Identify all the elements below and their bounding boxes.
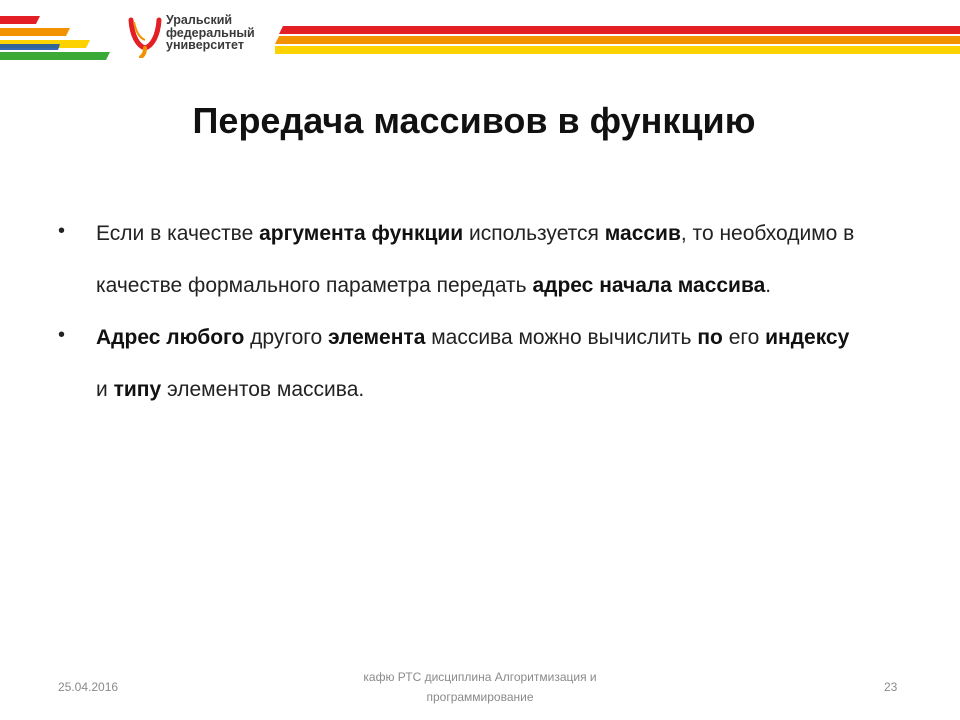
bullet-text-segment: его (722, 326, 766, 349)
footer-course-line-1: кафю РТС дисциплина Алгоритмизация и (363, 670, 597, 684)
footer-course-line-2: программирование (426, 690, 534, 704)
footer-page-number: 23 (884, 680, 898, 694)
bullet-text-segment: элементов массива. (161, 378, 365, 401)
header-bar (0, 0, 960, 70)
logo-line-1: Уральский (166, 13, 233, 27)
logo-text (166, 14, 255, 52)
slide-title: Передача массивов в функцию (192, 100, 756, 141)
logo-line-3: университет (166, 38, 244, 52)
bullet-text-segment: используется (463, 222, 605, 245)
bullet-text-bold: аргумента функции (259, 222, 464, 245)
decorative-stripes-right (275, 24, 960, 54)
bullet-item (56, 312, 856, 416)
bullet-item (56, 208, 856, 312)
decorative-stripes-left (0, 14, 110, 64)
bullet-text-bold: адрес начала массива (532, 274, 766, 297)
bullet-text-segment: , то необходимо в качестве формального параметра передать (96, 222, 855, 297)
bullet-text-bold: Адрес любого (96, 326, 245, 349)
university-logo (128, 14, 255, 60)
bullet-list (56, 208, 856, 416)
footer-date: 25.04.2016 (58, 680, 119, 694)
bullet-text-bold: по (697, 326, 723, 349)
bullet-text-bold: массив (604, 222, 681, 245)
bullet-text-bold: элемента (327, 326, 426, 349)
bullet-text-segment: . (765, 274, 772, 297)
bullet-text-segment: Если в качестве (96, 222, 260, 245)
logo-line-2: федеральный (166, 25, 255, 40)
bullet-text (96, 222, 854, 297)
ural-university-logo-icon (128, 14, 162, 58)
bullet-text-bold: индексу (765, 326, 850, 349)
bullet-text-bold: типу (113, 378, 162, 401)
bullet-text-segment: другого (244, 326, 328, 349)
bullet-text-segment: массива можно вычислить (425, 326, 698, 349)
footer-course-info (300, 667, 660, 707)
bullet-text (96, 326, 849, 401)
bullet-marker-icon: • (58, 220, 66, 242)
bullet-marker-icon: • (58, 324, 66, 346)
bullet-text-segment: и (96, 378, 114, 401)
